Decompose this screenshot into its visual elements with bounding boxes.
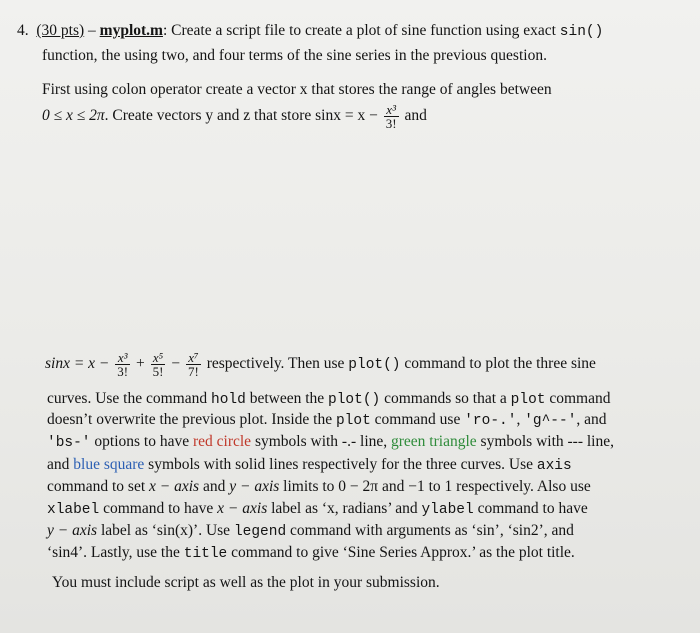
para-line-3: doesn’t overwrite the previous plot. Inside the plot command use 'ro-.', 'g^--', and [47, 411, 607, 429]
question-number: 4. [17, 22, 29, 39]
angle-range: 0 ≤ x ≤ 2π [42, 107, 105, 125]
para-line-4: 'bs-' options to have red circle symbols with -.- line, green triangle symbols with --- line, [47, 433, 614, 451]
question-line-1: 4. (30 pts) – myplot.m: Create a script file to create a plot of sine function using exact sin() [17, 22, 604, 40]
para-line-2: curves. Use the command hold between the plot() commands so that a plot command [47, 390, 611, 408]
para-line-6: command to set x − axis and y − axis limits to 0 − 2π and −1 to 1 respectively. Also use [47, 478, 591, 495]
fraction-x3-3: $\frac{\text{x³}}{3!}$ [385, 102, 397, 131]
para-line-7: xlabel command to have x − axis label as ‘x, radians’ and ylabel command to have [47, 500, 588, 518]
para-line-5: and blue square symbols with solid lines respectively for the three curves. Use axis [47, 456, 572, 474]
code-sin: sin() [559, 24, 604, 40]
series-line: sinx = x − $\frac{\text{x³}}{3!}$ + $\frac{\text{x⁵}}{5!}$ − $\frac{\text{x⁷}}{7!}$ respectively. Then use plot() command to plot the three sine [45, 349, 596, 379]
question-points: (30 pts) [36, 22, 85, 39]
para-line-9: ‘sin4’. Lastly, use the title command to give ‘Sine Series Approx.’ as the plot title. [47, 544, 575, 562]
script-filename: myplot.m [99, 22, 163, 39]
question-line-2: function, the using two, and four terms of the sine series in the previous question. [42, 47, 547, 64]
para-line-8: y − axis label as ‘sin(x)’. Use legend command with arguments as ‘sin’, ‘sin2’, and [47, 522, 574, 540]
question-line-3: First using colon operator create a vector x that stores the range of angles between [42, 81, 552, 98]
submission-note: You must include script as well as the plot in your submission. [52, 574, 440, 591]
question-line-4: 0 ≤ x ≤ 2π. Create vectors y and z that store sinx = x − $\frac{\text{x³}}{3!}$ and [42, 102, 427, 131]
